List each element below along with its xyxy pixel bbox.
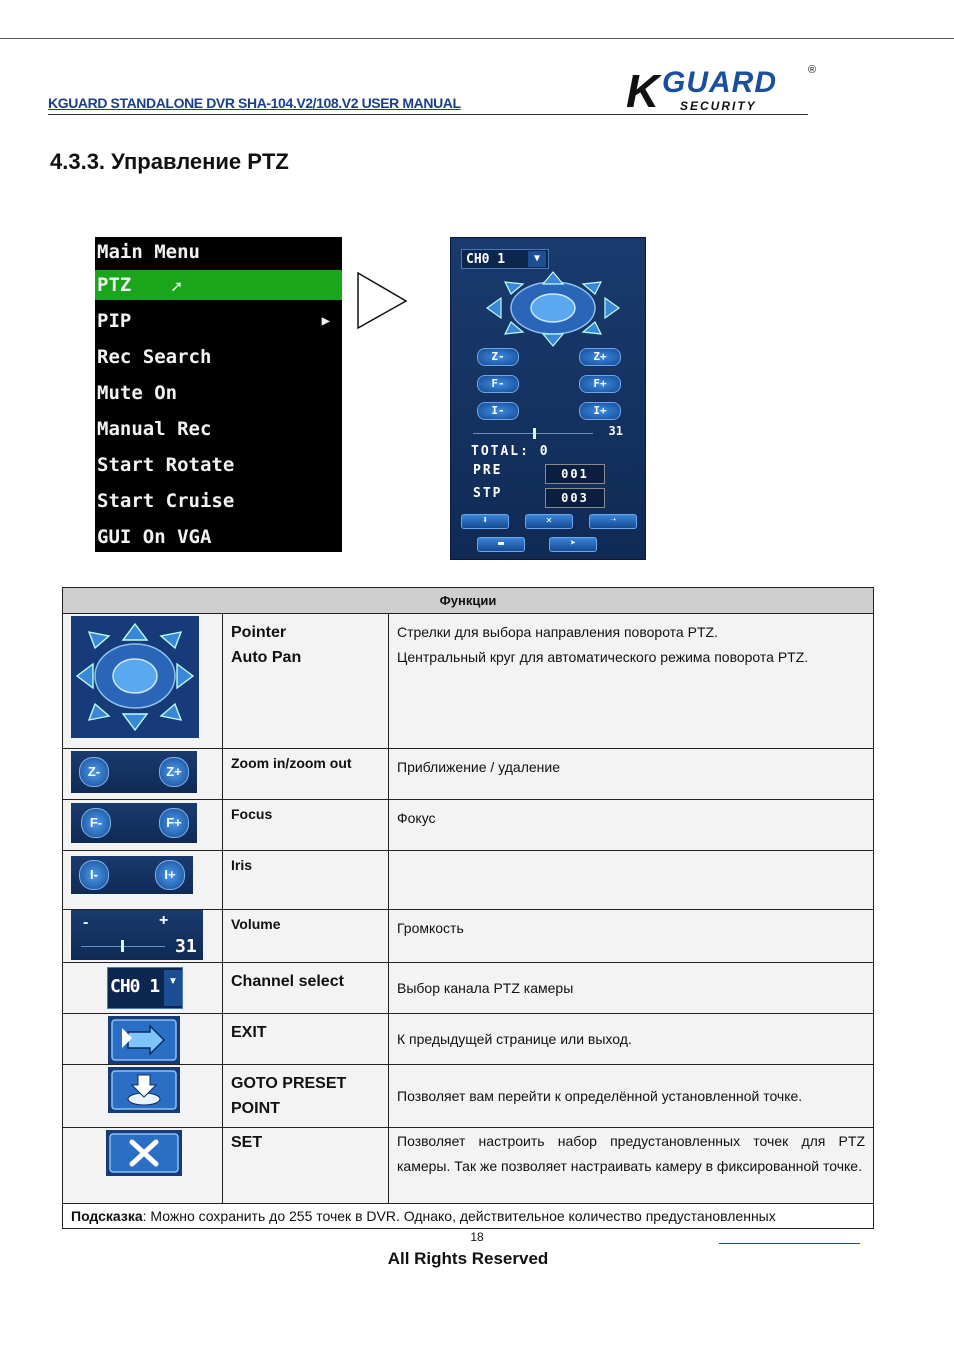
kguard-logo xyxy=(626,66,822,118)
exit-icon xyxy=(108,1016,180,1064)
channel-select-value: CH0 1 xyxy=(466,252,506,267)
exit-icon-cell xyxy=(63,1014,223,1065)
manual-header-title: KGUARD STANDALONE DVR SHA-104.V2/108.V2 USER MANUAL xyxy=(48,95,461,111)
set-button[interactable] xyxy=(525,514,573,529)
focus-icon-panel xyxy=(71,803,197,843)
play-arrow-icon xyxy=(356,271,410,331)
pointer-desc-cell xyxy=(389,614,874,749)
table-row xyxy=(63,851,874,910)
focus-plus-button[interactable]: F+ xyxy=(579,375,621,393)
page-number: 18 xyxy=(470,1230,484,1244)
section-title: 4.3.3. Управление PTZ xyxy=(50,149,289,174)
menu-item-pip[interactable] xyxy=(95,306,342,336)
goto-preset-name-cell xyxy=(223,1065,389,1128)
iris-plus-button[interactable]: I+ xyxy=(579,402,621,420)
logo-registered-mark: ® xyxy=(808,64,817,76)
top-rule xyxy=(0,38,954,39)
set-icon-cell xyxy=(63,1128,223,1204)
menu-item-mute[interactable]: Mute On xyxy=(97,382,178,404)
focus-plus-icon: F+ xyxy=(159,808,189,838)
pre-value-field[interactable]: 001 xyxy=(545,464,605,484)
tools-icon: ✕ xyxy=(545,515,553,526)
table-row xyxy=(63,614,874,749)
table-row xyxy=(63,1014,874,1065)
menu-item-ptz[interactable] xyxy=(95,270,342,300)
volume-plus-label: + xyxy=(159,912,169,929)
table-row xyxy=(63,800,874,851)
function-name: Auto Pan xyxy=(231,649,302,666)
zoom-icon-cell xyxy=(63,749,223,800)
arrow-right-icon: ➝ xyxy=(609,515,617,526)
chevron-down-icon: ▼ xyxy=(164,970,182,1006)
table-row xyxy=(63,1204,874,1229)
function-name: GOTO PRESET xyxy=(231,1075,347,1092)
function-name: Pointer xyxy=(231,624,287,641)
volume-value: 31 xyxy=(608,424,623,438)
volume-icon-cell xyxy=(63,910,223,963)
exit-desc-cell: К предыдущей странице или выход. xyxy=(389,1014,874,1065)
download-icon: ⬇ xyxy=(481,515,489,526)
zoom-desc-cell: Приближение / удаление xyxy=(389,749,874,800)
iris-minus-button[interactable]: I- xyxy=(477,402,519,420)
table-row xyxy=(63,963,874,1014)
volume-knob xyxy=(121,940,124,952)
stp-value-field[interactable]: 003 xyxy=(545,488,605,508)
tools-icon xyxy=(106,1130,182,1176)
set-desc-cell: Позволяет настроить набор предустановленных точек для PTZ камеры. Так же позволяет настраивать камеру в фиксированной точке. xyxy=(389,1128,874,1204)
logo-security: SECURITY xyxy=(680,99,757,113)
channel-select[interactable] xyxy=(461,249,549,269)
volume-name-cell: Volume xyxy=(223,910,389,963)
preset-extra-button[interactable] xyxy=(589,514,637,529)
save-button[interactable] xyxy=(477,537,525,552)
tip-text: : Можно сохранить до 255 точек в DVR. Однако, действительное количество предустановленных xyxy=(142,1208,776,1224)
focus-icon-cell xyxy=(63,800,223,851)
pointer-name-cell xyxy=(223,614,389,749)
submenu-arrow-icon: ▶ xyxy=(321,313,330,329)
volume-desc-cell: Громкость xyxy=(389,910,874,963)
channel-select-value: CH0 1 xyxy=(110,976,160,997)
main-menu-title: Main Menu xyxy=(97,241,200,263)
goto-preset-desc-cell: Позволяет вам перейти к определённой установленной точке. xyxy=(389,1065,874,1128)
channel-desc-cell: Выбор канала PTZ камеры xyxy=(389,963,874,1014)
stp-label: STP xyxy=(473,486,503,501)
table-row xyxy=(63,1128,874,1204)
channel-icon-cell xyxy=(63,963,223,1014)
menu-item-manual-rec[interactable]: Manual Rec xyxy=(97,418,212,440)
iris-name-cell: Iris xyxy=(223,851,389,910)
focus-minus-button[interactable]: F- xyxy=(477,375,519,393)
menu-item-rec-search[interactable]: Rec Search xyxy=(97,346,212,368)
set-name-cell: SET xyxy=(223,1128,389,1204)
volume-minus-label: - xyxy=(83,914,89,931)
zoom-in-icon: Z+ xyxy=(159,757,189,787)
functions-table xyxy=(62,587,874,1229)
iris-icon-panel xyxy=(71,856,193,894)
exit-name-cell: EXIT xyxy=(223,1014,389,1065)
function-description: Центральный круг для автоматического режима поворота PTZ. xyxy=(397,649,809,665)
goto-preset-button[interactable] xyxy=(461,514,509,529)
volume-icon-panel xyxy=(71,910,203,960)
save-icon: ▬ xyxy=(497,538,505,549)
focus-name-cell: Focus xyxy=(223,800,389,851)
table-row xyxy=(63,749,874,800)
exit-icon: ➤ xyxy=(569,538,577,549)
ptz-control-panel xyxy=(450,237,646,560)
pointer-icon-cell xyxy=(63,614,223,749)
menu-item-label: PTZ xyxy=(97,274,132,296)
main-menu-panel xyxy=(95,237,342,552)
zoom-icon-panel xyxy=(71,751,197,793)
tip-label: Подсказка xyxy=(71,1208,143,1224)
iris-minus-icon: I- xyxy=(79,860,109,890)
joystick-arrows-icon xyxy=(71,616,199,738)
footer-rights: All Rights Reserved xyxy=(387,1249,549,1268)
table-row xyxy=(63,1065,874,1128)
pre-label: PRE xyxy=(473,463,503,478)
zoom-name-cell: Zoom in/zoom out xyxy=(223,749,389,800)
tip-cell xyxy=(63,1204,874,1229)
volume-slider[interactable] xyxy=(473,426,623,440)
zoom-out-button[interactable]: Z- xyxy=(477,348,519,366)
volume-knob[interactable] xyxy=(533,428,536,439)
function-name: POINT xyxy=(231,1100,280,1117)
focus-desc-cell: Фокус xyxy=(389,800,874,851)
function-description: Стрелки для выбора направления поворота PTZ. xyxy=(397,624,718,640)
volume-value: 31 xyxy=(175,936,197,957)
iris-plus-icon: I+ xyxy=(155,860,185,890)
footer-link-underline[interactable] xyxy=(719,1243,860,1244)
channel-select-icon xyxy=(107,967,183,1009)
table-header: Функции xyxy=(63,588,874,614)
exit-button[interactable] xyxy=(549,537,597,552)
zoom-in-button[interactable]: Z+ xyxy=(579,348,621,366)
iris-desc-cell xyxy=(389,851,874,910)
menu-item-label: PIP xyxy=(97,310,132,332)
menu-item-gui-on-vga[interactable]: GUI On VGA xyxy=(97,526,212,548)
focus-minus-icon: F- xyxy=(81,808,111,838)
goto-preset-icon xyxy=(108,1067,180,1113)
menu-item-start-cruise[interactable]: Start Cruise xyxy=(97,490,235,512)
zoom-out-icon: Z- xyxy=(79,757,109,787)
channel-name-cell: Channel select xyxy=(223,963,389,1014)
iris-icon-cell xyxy=(63,851,223,910)
logo-k: K xyxy=(626,65,660,117)
cursor-icon: ➚ xyxy=(171,277,182,298)
preset-total: TOTAL: 0 xyxy=(471,444,550,459)
goto-preset-icon-cell xyxy=(63,1065,223,1128)
logo-guard: GUARD xyxy=(662,66,777,99)
menu-item-start-rotate[interactable]: Start Rotate xyxy=(97,454,235,476)
chevron-down-icon: ▼ xyxy=(528,251,546,267)
table-row xyxy=(63,910,874,963)
